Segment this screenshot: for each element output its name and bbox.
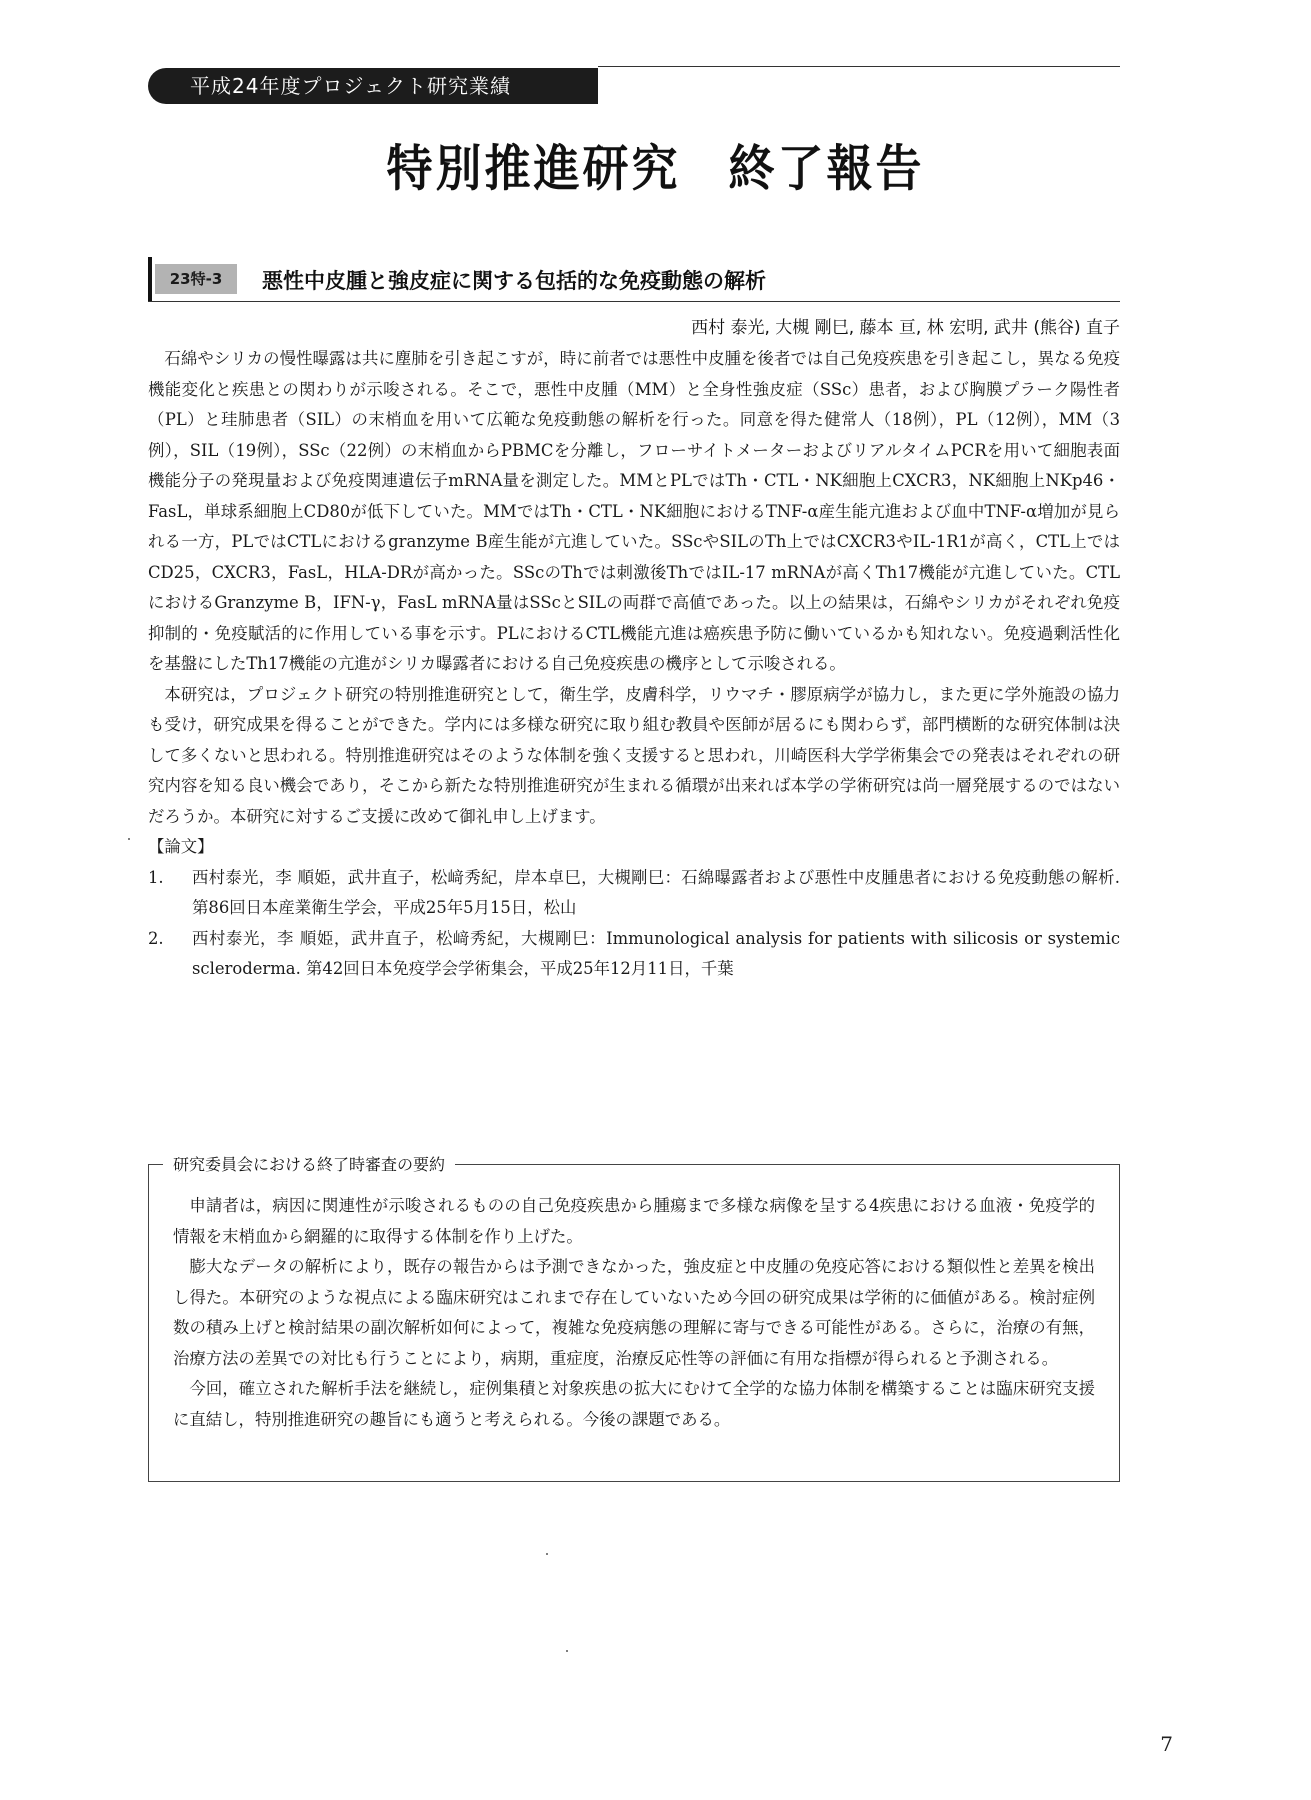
scan-speck [546, 1553, 548, 1555]
reference-text: 西村泰光，李 順姫，武井直子，松﨑秀紀，岸本卓巳，大槻剛巳：石綿曝露者および悪性中皮腫患者における免疫動態の解析. 第86回日本産業衛生学会，平成25年5月15日，松山 [192, 867, 1120, 917]
review-summary-box [148, 1155, 1120, 1482]
review-summary-body [173, 1191, 1095, 1435]
authors: 西村 泰光, 大槻 剛巳, 藤本 亘, 林 宏明, 武井 (熊谷) 直子 [691, 318, 1120, 338]
references-heading: 【論文】 [148, 837, 214, 856]
section-badge: 23特-3 [155, 264, 237, 294]
page-number: 7 [1160, 1732, 1173, 1756]
reference-number: 1. [148, 867, 164, 887]
review-paragraph-3: 今回，確立された解析手法を継続し，症例集積と対象疾患の拡大にむけて全学的な協力体制を構築することは臨床研究支援に直結し，特別推進研究の趣旨にも適うと考えられる。今後の課題である。 [173, 1379, 1095, 1429]
section-header [148, 257, 1120, 301]
review-paragraph-1: 申請者は，病因に関連性が示唆されるものの自己免疫疾患から腫瘍まで多様な病像を呈する4疾患における血液・免疫学的情報を末梢血から網羅的に取得する体制を作り上げた。 [173, 1196, 1095, 1246]
page-title-part1: 特別推進研究 [386, 139, 681, 198]
references-list [148, 863, 1120, 985]
section-title: 悪性中皮腫と強皮症に関する包括的な免疫動態の解析 [262, 269, 766, 293]
reference-item [148, 924, 1120, 985]
reference-text: 西村泰光，李 順姫，武井直子，松﨑秀紀，大槻剛巳：Immunological analysis for patients with silicosis or systemic scleroderma. 第42回日本免疫学会学術集会，平成25年12月11日，千葉 [192, 928, 1120, 978]
section-rule [148, 301, 1120, 302]
header-rule [598, 66, 1120, 67]
review-paragraph-2: 膨大なデータの解析により，既存の報告からは予測できなかった，強皮症と中皮腫の免疫応答における類似性と差異を検出し得た。本研究のような視点による臨床研究はこれまで存在していないため今回の研究成果は学術的に価値がある。検討症例数の積み上げと検討結果の副次解析如何によって，複雑な免疫病態の理解に寄与できる可能性がある。さらに，治療の有無，治療方法の差異での対比も行うことにより，病期，重症度，治療反応性等の評価に有用な指標が得られると予測される。 [173, 1257, 1095, 1368]
section-marker-bar [148, 257, 152, 301]
review-summary-title: 研究委員会における終了時審査の要約 [163, 1152, 455, 1175]
body-paragraph-2: 本研究は，プロジェクト研究の特別推進研究として，衛生学，皮膚科学，リウマチ・膠原病学が協力し，また更に学外施設の協力も受け，研究成果を得ることができた。学内には多様な研究に取り組む教員や医師が居るにも関わらず，部門横断的な研究体制は決して多くないと思われる。特別推進研究はそのような体制を強く支援すると思われ，川崎医科大学学術集会での発表はそれぞれの研究内容を知る良い機会であり，そこから新たな特別推進研究が生まれる循環が出来れば本学の学術研究は尚一層発展するのではないだろうか。本研究に対するご支援に改めて御礼申し上げます。 [148, 684, 1120, 826]
scan-speck [566, 1650, 568, 1652]
body-paragraph-1: 石綿やシリカの慢性曝露は共に塵肺を引き起こすが，時に前者では悪性中皮腫を後者では自己免疫疾患を引き起こし，異なる免疫機能変化と疾患との関わりが示唆される。そこで，悪性中皮腫（MM）と全身性強皮症（SSc）患者，および胸膜プラーク陽性者（PL）と珪肺患者（SIL）の末梢血を用いて広範な免疫動態の解析を行った。同意を得た健常人（18例），PL（12例），MM（3例），SIL（19例），SSc（22例）の末梢血からPBMCを分離し，フローサイトメーターおよびリアルタイムPCRを用いて細胞表面機能分子の発現量および免疫関連遺伝子mRNA量を測定した。MMとPLではTh・CTL・NK細胞上CXCR3，NK細胞上NKp46・FasL，単球系細胞上CD80が低下していた。MMではTh・CTL・NK細胞におけるTNF-α産生能亢進および血中TNF-α増加が見られる一方，PLではCTLにおけるgranzyme B産生能が亢進していた。SScやSILのTh上ではCXCR3やIL-1R1が高く，CTL上ではCD25，CXCR3，FasL，HLA-DRが高かった。SScのThでは刺激後ThではIL-17 mRNAが高くTh17機能が亢進していた。CTLにおけるGranzyme B，IFN-γ，FasL mRNA量はSScとSILの両群で高値であった。以上の結果は，石綿やシリカがそれぞれ免疫抑制的・免疫賦活的に作用している事を示す。PLにおけるCTL機能亢進は癌疾患予防に働いているかも知れない。免疫過剰活性化を基盤にしたTh17機能の亢進がシリカ曝露者における自己免疫疾患の機序として示唆される。 [148, 349, 1120, 673]
reference-item [148, 863, 1120, 924]
header-band [148, 68, 598, 104]
page-title [0, 129, 1311, 200]
scan-speck [128, 838, 130, 840]
reference-number: 2. [148, 928, 164, 948]
header-band-label: 平成24年度プロジェクト研究業績 [190, 74, 512, 98]
page-title-part2: 終了報告 [728, 139, 925, 198]
report-body [148, 344, 1120, 985]
